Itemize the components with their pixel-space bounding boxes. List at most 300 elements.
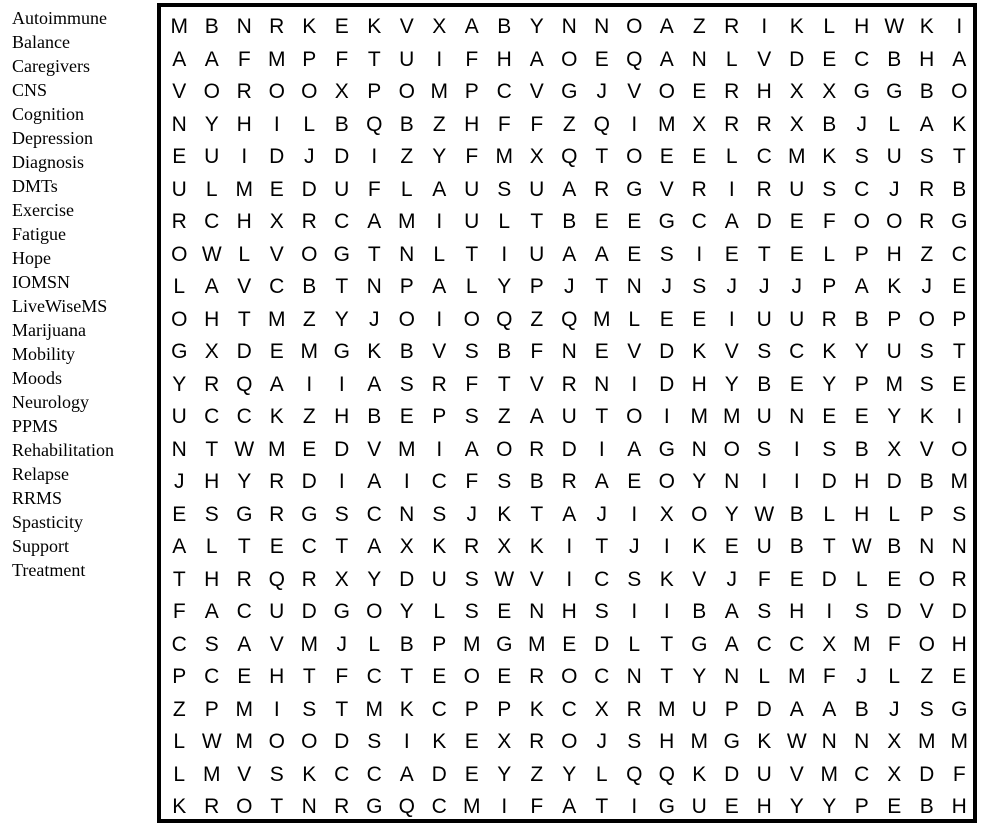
letter-cell[interactable]: S (399, 372, 414, 396)
letter-cell[interactable]: T (757, 242, 771, 266)
letter-cell[interactable]: R (269, 502, 285, 526)
letter-cell[interactable]: L (498, 210, 511, 234)
letter-cell[interactable]: U (399, 47, 415, 71)
letter-cell[interactable]: O (723, 437, 740, 461)
letter-cell[interactable]: L (433, 242, 446, 266)
letter-cell[interactable]: I (566, 535, 573, 559)
letter-cell[interactable]: N (691, 437, 707, 461)
letter-cell[interactable]: A (822, 697, 837, 721)
letter-cell[interactable]: T (205, 437, 219, 461)
letter-cell[interactable]: D (886, 600, 902, 624)
letter-cell[interactable]: V (172, 80, 187, 104)
letter-cell[interactable]: C (204, 665, 220, 689)
letter-cell[interactable]: D (919, 762, 935, 786)
letter-cell[interactable]: E (399, 405, 414, 429)
letter-cell[interactable]: B (399, 632, 414, 656)
letter-cell[interactable]: D (821, 470, 837, 494)
letter-cell[interactable]: C (756, 632, 772, 656)
letter-cell[interactable]: E (432, 665, 447, 689)
letter-cell[interactable]: A (367, 470, 382, 494)
letter-cell[interactable]: V (789, 762, 804, 786)
letter-cell[interactable]: U (464, 177, 480, 201)
letter-cell[interactable]: Q (593, 112, 610, 136)
letter-cell[interactable]: X (334, 567, 349, 591)
letter-cell[interactable]: I (761, 470, 768, 494)
letter-cell[interactable]: B (334, 112, 349, 136)
letter-cell[interactable]: U (756, 405, 772, 429)
letter-cell[interactable]: M (690, 405, 708, 429)
letter-cell[interactable]: C (204, 210, 220, 234)
letter-cell[interactable]: L (205, 535, 218, 559)
letter-cell[interactable]: P (432, 405, 447, 429)
letter-cell[interactable]: G (333, 340, 350, 364)
letter-cell[interactable]: G (496, 632, 513, 656)
letter-cell[interactable]: C (789, 632, 805, 656)
letter-cell[interactable]: F (497, 112, 511, 136)
letter-cell[interactable]: A (269, 372, 284, 396)
letter-cell[interactable]: B (887, 47, 902, 71)
letter-cell[interactable]: V (529, 372, 544, 396)
letter-cell[interactable]: F (237, 47, 251, 71)
letter-cell[interactable]: I (631, 372, 638, 396)
letter-cell[interactable]: E (594, 47, 609, 71)
letter-cell[interactable]: F (530, 340, 544, 364)
letter-cell[interactable]: H (561, 600, 577, 624)
letter-cell[interactable]: Z (432, 112, 446, 136)
letter-cell[interactable]: V (367, 437, 382, 461)
letter-cell[interactable]: J (661, 275, 672, 299)
letter-cell[interactable]: E (822, 405, 837, 429)
letter-cell[interactable]: S (334, 502, 349, 526)
letter-cell[interactable]: P (367, 80, 382, 104)
letter-cell[interactable]: R (756, 112, 772, 136)
letter-cell[interactable]: Z (530, 307, 544, 331)
letter-cell[interactable]: M (300, 632, 318, 656)
letter-cell[interactable]: I (436, 307, 443, 331)
letter-cell[interactable]: O (301, 730, 318, 754)
letter-cell[interactable]: L (628, 307, 641, 331)
letter-cell[interactable]: A (367, 210, 382, 234)
letter-cell[interactable]: B (854, 437, 869, 461)
letter-cell[interactable]: R (204, 372, 220, 396)
letter-cell[interactable]: W (754, 502, 775, 526)
letter-cell[interactable]: C (366, 762, 382, 786)
letter-cell[interactable]: V (627, 340, 642, 364)
letter-cell[interactable]: S (464, 600, 479, 624)
letter-cell[interactable]: O (658, 470, 675, 494)
letter-cell[interactable]: E (237, 665, 252, 689)
letter-cell[interactable]: E (627, 242, 642, 266)
letter-cell[interactable]: V (432, 340, 447, 364)
letter-cell[interactable]: M (495, 145, 513, 169)
letter-cell[interactable]: D (756, 697, 772, 721)
letter-cell[interactable]: N (691, 47, 707, 71)
letter-cell[interactable]: E (269, 177, 284, 201)
letter-cell[interactable]: T (400, 665, 414, 689)
letter-cell[interactable]: H (204, 307, 220, 331)
letter-cell[interactable]: L (855, 567, 868, 591)
letter-cell[interactable]: R (919, 210, 935, 234)
letter-cell[interactable]: R (724, 112, 740, 136)
letter-cell[interactable]: K (367, 15, 382, 39)
letter-cell[interactable]: F (530, 112, 544, 136)
letter-cell[interactable]: R (724, 80, 740, 104)
letter-cell[interactable]: G (366, 795, 383, 819)
letter-cell[interactable]: W (234, 437, 255, 461)
letter-cell[interactable]: L (823, 502, 836, 526)
letter-cell[interactable]: H (496, 47, 512, 71)
letter-cell[interactable]: S (919, 697, 934, 721)
letter-cell[interactable]: U (171, 405, 187, 429)
letter-cell[interactable]: G (658, 795, 675, 819)
letter-cell[interactable]: S (919, 372, 934, 396)
letter-cell[interactable]: E (594, 210, 609, 234)
letter-cell[interactable]: T (302, 665, 316, 689)
letter-cell[interactable]: X (789, 112, 804, 136)
letter-cell[interactable]: G (626, 177, 643, 201)
letter-cell[interactable]: M (690, 730, 708, 754)
letter-cell[interactable]: E (692, 80, 707, 104)
letter-cell[interactable]: L (303, 112, 316, 136)
letter-cell[interactable]: A (562, 242, 577, 266)
letter-cell[interactable]: O (918, 307, 935, 331)
letter-cell[interactable]: Y (887, 405, 902, 429)
letter-cell[interactable]: V (529, 80, 544, 104)
letter-cell[interactable]: B (497, 340, 512, 364)
letter-cell[interactable]: J (629, 535, 640, 559)
letter-cell[interactable]: C (301, 535, 317, 559)
letter-cell[interactable]: M (235, 730, 253, 754)
letter-cell[interactable]: C (496, 80, 512, 104)
letter-cell[interactable]: I (566, 567, 573, 591)
letter-cell[interactable]: A (724, 600, 739, 624)
letter-cell[interactable]: A (367, 535, 382, 559)
letter-cell[interactable]: A (789, 697, 804, 721)
letter-cell[interactable]: K (497, 502, 512, 526)
letter-cell[interactable]: E (952, 665, 967, 689)
letter-cell[interactable]: J (759, 275, 770, 299)
letter-cell[interactable]: U (789, 177, 805, 201)
letter-cell[interactable]: Z (497, 405, 511, 429)
letter-cell[interactable]: N (561, 15, 577, 39)
letter-cell[interactable]: E (952, 275, 967, 299)
letter-cell[interactable]: A (432, 177, 447, 201)
letter-cell[interactable]: M (658, 112, 676, 136)
letter-cell[interactable]: R (561, 470, 577, 494)
letter-cell[interactable]: C (431, 697, 447, 721)
letter-cell[interactable]: S (269, 762, 284, 786)
letter-cell[interactable]: O (918, 632, 935, 656)
letter-cell[interactable]: B (562, 210, 577, 234)
letter-cell[interactable]: E (464, 762, 479, 786)
letter-cell[interactable]: L (725, 47, 738, 71)
letter-cell[interactable]: S (464, 567, 479, 591)
letter-cell[interactable]: D (789, 47, 805, 71)
letter-cell[interactable]: C (366, 665, 382, 689)
letter-cell[interactable]: R (236, 80, 252, 104)
letter-cell[interactable]: X (334, 80, 349, 104)
letter-cell[interactable]: V (919, 437, 934, 461)
letter-cell[interactable]: E (302, 437, 317, 461)
letter-cell[interactable]: X (269, 210, 284, 234)
letter-cell[interactable]: Z (562, 112, 576, 136)
letter-cell[interactable]: Z (302, 405, 316, 429)
letter-cell[interactable]: T (822, 535, 836, 559)
letter-cell[interactable]: J (856, 665, 867, 689)
letter-cell[interactable]: T (660, 632, 674, 656)
letter-cell[interactable]: O (951, 80, 968, 104)
letter-cell[interactable]: Y (529, 15, 544, 39)
letter-cell[interactable]: V (399, 15, 414, 39)
letter-cell[interactable]: O (561, 730, 578, 754)
letter-cell[interactable]: G (691, 632, 708, 656)
letter-cell[interactable]: B (757, 372, 772, 396)
letter-cell[interactable]: E (659, 307, 674, 331)
letter-cell[interactable]: W (201, 242, 222, 266)
letter-cell[interactable]: X (432, 15, 447, 39)
letter-cell[interactable]: C (854, 47, 870, 71)
letter-cell[interactable]: V (237, 275, 252, 299)
letter-cell[interactable]: I (501, 242, 508, 266)
letter-cell[interactable]: H (854, 502, 870, 526)
letter-cell[interactable]: L (368, 632, 381, 656)
letter-cell[interactable]: I (826, 600, 833, 624)
letter-cell[interactable]: R (919, 177, 935, 201)
letter-cell[interactable]: K (919, 15, 934, 39)
letter-cell[interactable]: E (627, 470, 642, 494)
letter-cell[interactable]: A (594, 470, 609, 494)
letter-cell[interactable]: Z (920, 665, 934, 689)
letter-cell[interactable]: F (367, 177, 381, 201)
letter-cell[interactable]: L (888, 112, 901, 136)
letter-cell[interactable]: G (333, 600, 350, 624)
letter-cell[interactable]: X (204, 340, 219, 364)
letter-cell[interactable]: L (205, 177, 218, 201)
letter-cell[interactable]: Y (692, 470, 707, 494)
letter-cell[interactable]: I (663, 535, 670, 559)
letter-cell[interactable]: M (950, 470, 968, 494)
letter-cell[interactable]: I (631, 600, 638, 624)
letter-cell[interactable]: H (334, 405, 350, 429)
letter-cell[interactable]: M (853, 632, 871, 656)
letter-cell[interactable]: R (529, 665, 545, 689)
letter-cell[interactable]: I (728, 307, 735, 331)
letter-cell[interactable]: C (561, 697, 577, 721)
letter-cell[interactable]: A (659, 15, 674, 39)
letter-cell[interactable]: G (951, 697, 968, 721)
letter-cell[interactable]: N (919, 535, 935, 559)
letter-cell[interactable]: O (171, 307, 188, 331)
letter-cell[interactable]: G (333, 242, 350, 266)
letter-cell[interactable]: A (367, 372, 382, 396)
letter-cell[interactable]: U (334, 177, 350, 201)
letter-cell[interactable]: C (854, 177, 870, 201)
letter-cell[interactable]: S (919, 340, 934, 364)
letter-cell[interactable]: N (724, 665, 740, 689)
letter-cell[interactable]: C (366, 502, 382, 526)
letter-cell[interactable]: Q (561, 307, 578, 331)
letter-cell[interactable]: Y (334, 307, 349, 331)
letter-cell[interactable]: J (921, 275, 932, 299)
letter-cell[interactable]: E (659, 145, 674, 169)
letter-cell[interactable]: I (436, 47, 443, 71)
letter-cell[interactable]: V (269, 242, 284, 266)
letter-cell[interactable]: I (793, 470, 800, 494)
letter-cell[interactable]: A (562, 502, 577, 526)
letter-cell[interactable]: Y (724, 372, 739, 396)
letter-cell[interactable]: K (757, 730, 772, 754)
letter-cell[interactable]: S (627, 730, 642, 754)
letter-cell[interactable]: Z (530, 762, 544, 786)
letter-cell[interactable]: M (235, 697, 253, 721)
letter-cell[interactable]: D (334, 437, 350, 461)
letter-cell[interactable]: R (529, 730, 545, 754)
letter-cell[interactable]: C (594, 567, 610, 591)
letter-cell[interactable]: P (204, 697, 219, 721)
letter-cell[interactable]: T (595, 405, 609, 429)
letter-cell[interactable]: I (338, 372, 345, 396)
letter-cell[interactable]: R (431, 372, 447, 396)
letter-cell[interactable]: Q (626, 47, 643, 71)
letter-cell[interactable]: A (854, 275, 869, 299)
letter-cell[interactable]: T (952, 340, 966, 364)
letter-cell[interactable]: K (302, 762, 317, 786)
letter-cell[interactable]: J (726, 275, 737, 299)
letter-cell[interactable]: J (856, 112, 867, 136)
letter-cell[interactable]: N (594, 15, 610, 39)
letter-cell[interactable]: D (561, 437, 577, 461)
letter-cell[interactable]: Y (854, 340, 869, 364)
letter-cell[interactable]: T (172, 567, 186, 591)
letter-cell[interactable]: J (466, 502, 477, 526)
letter-cell[interactable]: C (431, 470, 447, 494)
letter-cell[interactable]: M (203, 762, 221, 786)
letter-cell[interactable]: N (626, 665, 642, 689)
letter-cell[interactable]: Y (432, 145, 447, 169)
letter-cell[interactable]: R (269, 470, 285, 494)
letter-cell[interactable]: D (301, 600, 317, 624)
letter-cell[interactable]: R (204, 795, 220, 819)
letter-cell[interactable]: E (269, 340, 284, 364)
letter-cell[interactable]: H (464, 112, 480, 136)
letter-cell[interactable]: A (529, 47, 544, 71)
letter-cell[interactable]: X (594, 697, 609, 721)
letter-cell[interactable]: N (171, 437, 187, 461)
letter-cell[interactable]: A (659, 47, 674, 71)
letter-cell[interactable]: H (951, 632, 967, 656)
letter-cell[interactable]: A (464, 15, 479, 39)
letter-cell[interactable]: D (431, 762, 447, 786)
letter-cell[interactable]: L (628, 632, 641, 656)
letter-cell[interactable]: F (335, 47, 349, 71)
letter-cell[interactable]: E (724, 535, 739, 559)
letter-cell[interactable]: O (886, 210, 903, 234)
letter-cell[interactable]: R (626, 697, 642, 721)
letter-cell[interactable]: B (919, 795, 934, 819)
letter-cell[interactable]: C (236, 405, 252, 429)
letter-cell[interactable]: M (463, 632, 481, 656)
letter-cell[interactable]: J (791, 275, 802, 299)
letter-cell[interactable]: U (464, 210, 480, 234)
letter-cell[interactable]: H (236, 210, 252, 234)
letter-cell[interactable]: G (658, 437, 675, 461)
letter-cell[interactable]: I (631, 502, 638, 526)
letter-cell[interactable]: X (399, 535, 414, 559)
letter-cell[interactable]: S (204, 502, 219, 526)
letter-cell[interactable]: U (886, 145, 902, 169)
letter-cell[interactable]: I (956, 405, 963, 429)
letter-cell[interactable]: O (658, 80, 675, 104)
letter-cell[interactable]: H (854, 470, 870, 494)
letter-cell[interactable]: H (886, 242, 902, 266)
letter-cell[interactable]: I (403, 470, 410, 494)
letter-cell[interactable]: O (561, 47, 578, 71)
letter-cell[interactable]: A (529, 405, 544, 429)
letter-cell[interactable]: I (371, 145, 378, 169)
letter-cell[interactable]: T (237, 535, 251, 559)
letter-cell[interactable]: A (172, 47, 187, 71)
letter-cell[interactable]: L (238, 242, 251, 266)
letter-cell[interactable]: J (726, 567, 737, 591)
letter-cell[interactable]: B (529, 470, 544, 494)
letter-cell[interactable]: V (529, 567, 544, 591)
letter-cell[interactable]: J (889, 697, 900, 721)
letter-cell[interactable]: E (172, 145, 187, 169)
letter-cell[interactable]: X (822, 80, 837, 104)
letter-cell[interactable]: E (692, 307, 707, 331)
letter-cell[interactable]: P (724, 697, 739, 721)
letter-cell[interactable]: L (173, 275, 186, 299)
letter-cell[interactable]: D (756, 210, 772, 234)
letter-cell[interactable]: N (789, 405, 805, 429)
letter-cell[interactable]: J (889, 177, 900, 201)
letter-cell[interactable]: J (596, 80, 607, 104)
letter-cell[interactable]: O (398, 80, 415, 104)
letter-cell[interactable]: K (529, 535, 544, 559)
letter-cell[interactable]: H (204, 470, 220, 494)
letter-cell[interactable]: T (237, 307, 251, 331)
letter-cell[interactable]: D (821, 567, 837, 591)
letter-cell[interactable]: Y (822, 372, 837, 396)
letter-cell[interactable]: F (465, 145, 479, 169)
letter-cell[interactable]: O (918, 567, 935, 591)
letter-cell[interactable]: X (822, 632, 837, 656)
letter-cell[interactable]: K (302, 15, 317, 39)
letter-cell[interactable]: T (335, 275, 349, 299)
letter-cell[interactable]: F (465, 470, 479, 494)
letter-cell[interactable]: Q (496, 307, 513, 331)
letter-cell[interactable]: L (758, 665, 771, 689)
letter-cell[interactable]: D (399, 567, 415, 591)
letter-cell[interactable]: X (692, 112, 707, 136)
letter-cell[interactable]: A (562, 177, 577, 201)
letter-cell[interactable]: D (301, 470, 317, 494)
letter-cell[interactable]: W (884, 15, 905, 39)
letter-cell[interactable]: F (530, 795, 544, 819)
letter-cell[interactable]: K (269, 405, 284, 429)
letter-cell[interactable]: I (761, 15, 768, 39)
letter-cell[interactable]: B (919, 80, 934, 104)
letter-cell[interactable]: H (659, 730, 675, 754)
letter-cell[interactable]: S (692, 275, 707, 299)
letter-cell[interactable]: V (659, 177, 674, 201)
letter-cell[interactable]: I (598, 437, 605, 461)
letter-cell[interactable]: P (399, 275, 414, 299)
letter-cell[interactable]: H (789, 600, 805, 624)
letter-cell[interactable]: S (627, 567, 642, 591)
letter-cell[interactable]: E (562, 632, 577, 656)
letter-cell[interactable]: D (724, 762, 740, 786)
